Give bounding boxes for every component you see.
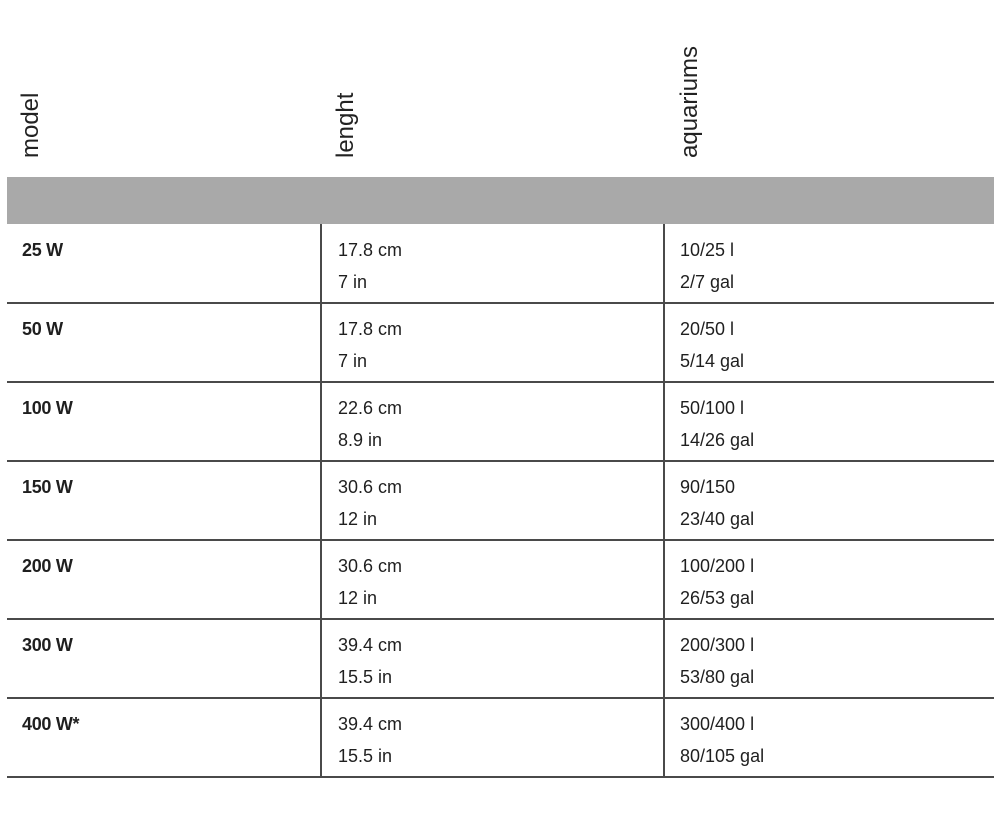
header-model: model [17, 92, 44, 158]
model-cell: 400 W* [22, 714, 80, 734]
length-cm-cell: 30.6 cm [338, 556, 403, 576]
model-cell: 200 W [22, 556, 73, 576]
aquarium-liters-cell: 20/50 l [680, 319, 735, 339]
length-in-cell: 15.5 in [338, 667, 393, 687]
aquarium-gallons-cell: 14/26 gal [680, 430, 755, 450]
table-row [7, 619, 994, 698]
aquarium-liters-cell: 90/150 [680, 477, 736, 497]
aquarium-gallons-cell: 80/105 gal [680, 746, 765, 766]
model-cell: 25 W [22, 240, 63, 260]
model-cell: 150 W [22, 477, 73, 497]
table-row [7, 461, 994, 540]
model-cell: 50 W [22, 319, 63, 339]
length-in-cell: 12 in [338, 509, 378, 529]
aquarium-liters-cell: 300/400 l [680, 714, 755, 734]
length-in-cell: 12 in [338, 588, 378, 608]
length-cm-cell: 17.8 cm [338, 319, 403, 339]
length-cm-cell: 17.8 cm [338, 240, 403, 260]
length-in-cell: 15.5 in [338, 746, 393, 766]
aquarium-gallons-cell: 23/40 gal [680, 509, 755, 529]
table-row [7, 698, 994, 777]
header-band [7, 177, 994, 224]
aquarium-liters-cell: 50/100 l [680, 398, 745, 418]
header-aquariums: aquariums [676, 45, 703, 158]
aquarium-gallons-cell: 53/80 gal [680, 667, 755, 687]
aquarium-liters-cell: 10/25 l [680, 240, 735, 260]
aquarium-liters-cell: 200/300 l [680, 635, 755, 655]
table-row [7, 540, 994, 619]
length-cm-cell: 39.4 cm [338, 635, 403, 655]
table-row [7, 382, 994, 461]
row-divider [7, 776, 994, 778]
length-in-cell: 7 in [338, 351, 368, 371]
table-row [7, 224, 994, 303]
length-cm-cell: 30.6 cm [338, 477, 403, 497]
aquarium-gallons-cell: 5/14 gal [680, 351, 745, 371]
table-row [7, 303, 994, 382]
header-length: lenght [332, 92, 359, 158]
length-cm-cell: 22.6 cm [338, 398, 403, 418]
model-cell: 100 W [22, 398, 73, 418]
aquarium-liters-cell: 100/200 l [680, 556, 755, 576]
length-in-cell: 8.9 in [338, 430, 383, 450]
length-cm-cell: 39.4 cm [338, 714, 403, 734]
model-cell: 300 W [22, 635, 73, 655]
length-in-cell: 7 in [338, 272, 368, 292]
aquarium-gallons-cell: 2/7 gal [680, 272, 735, 292]
aquarium-gallons-cell: 26/53 gal [680, 588, 755, 608]
